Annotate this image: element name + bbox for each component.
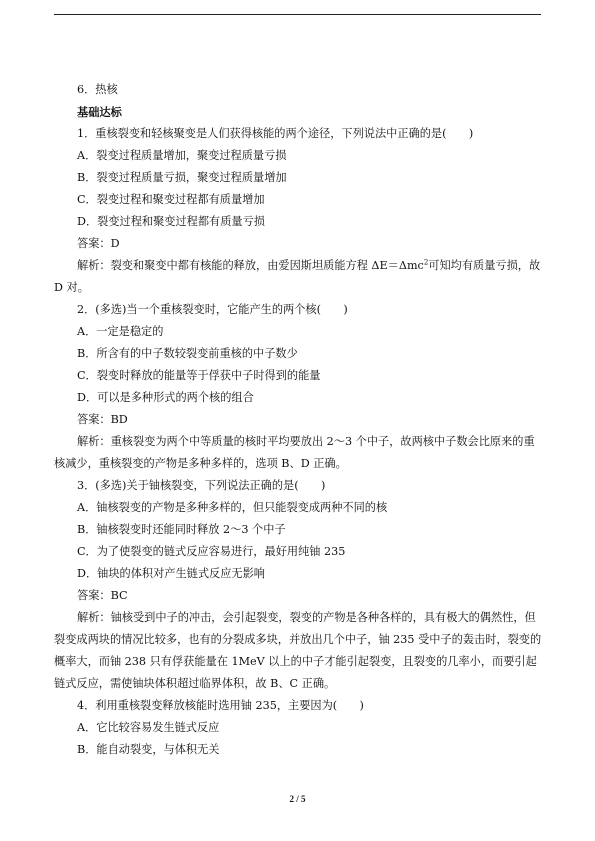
question-1-analysis-suffix: 可知均有质量亏损，故 D 对。 bbox=[54, 259, 541, 294]
question-4-option-a: A．它比较容易发生链式反应 bbox=[77, 721, 220, 734]
question-3-option-d: D．铀块的体积对产生链式反应无影响 bbox=[77, 567, 265, 580]
header-rule bbox=[54, 14, 541, 15]
question-1-analysis-sup: 2 bbox=[423, 258, 429, 267]
section-heading: 基础达标 bbox=[77, 105, 122, 119]
question-2-stem: 2．(多选)当一个重核裂变时，它能产生的两个核( ) bbox=[77, 303, 348, 316]
question-4-stem: 4．利用重核裂变释放核能时选用铀 235，主要因为( ) bbox=[77, 699, 364, 712]
question-1-analysis bbox=[54, 255, 542, 299]
question-3-option-c: C．为了使裂变的链式反应容易进行，最好用纯铀 235 bbox=[77, 545, 346, 558]
question-2-answer: 答案：BD bbox=[77, 413, 128, 426]
question-3-answer: 答案：BC bbox=[77, 589, 128, 602]
question-1-stem: 1．重核裂变和轻核聚变是人们获得核能的两个途径，下列说法中正确的是( ) bbox=[77, 127, 474, 140]
question-2-option-d: D．可以是多种形式的两个核的组合 bbox=[77, 391, 254, 404]
question-1-option-c: C．裂变过程和聚变过程都有质量增加 bbox=[77, 193, 265, 206]
question-3-stem: 3．(多选)关于铀核裂变，下列说法正确的是( ) bbox=[77, 479, 326, 492]
question-3-analysis: 解析：铀核受到中子的冲击，会引起裂变，裂变的产物是各种各样的，具有极大的偶然性，但裂变成两块的情况比较多，也有的分裂成多块，并放出几个中子，铀 235 受中子的轰击时，裂变的概率大，而铀 238 只有俘获能量在 1MeV 以上的中子才能引起裂变，且裂变的几率小，而要引起链式反应，需使铀块体积超过临界体积，故 B、C 正确。 bbox=[54, 611, 542, 690]
question-4-option-b: B．能自动裂变，与体积无关 bbox=[77, 743, 220, 756]
question-2-option-b: B．所含有的中子数较裂变前重核的中子数少 bbox=[77, 347, 298, 360]
document-body bbox=[54, 79, 542, 761]
question-1-answer: 答案：D bbox=[77, 237, 120, 250]
question-2-option-c: C．裂变时释放的能量等于俘获中子时得到的能量 bbox=[77, 369, 321, 382]
question-1-analysis-prefix: 解析：裂变和聚变中都有核能的释放，由爱因斯坦质能方程 ΔE＝Δmc bbox=[77, 259, 424, 272]
question-3-option-b: B．铀核裂变时还能同时释放 2～3 个中子 bbox=[77, 523, 286, 536]
section-item: 6．热核 bbox=[77, 83, 118, 96]
question-1-option-b: B．裂变过程质量亏损，聚变过程质量增加 bbox=[77, 171, 287, 184]
question-2-option-a: A．一定是稳定的 bbox=[77, 325, 164, 338]
page-number: 2 / 5 bbox=[289, 794, 306, 804]
question-2-analysis: 解析：重核裂变为两个中等质量的核时平均要放出 2～3 个中子，故两核中子数会比原来的重核减少，重核裂变的产物是多种多样的，选项 B、D 正确。 bbox=[54, 435, 535, 470]
question-1-option-d: D．裂变过程和聚变过程都有质量亏损 bbox=[77, 215, 265, 228]
question-1-option-a: A．裂变过程质量增加，聚变过程质量亏损 bbox=[77, 149, 287, 162]
question-3-option-a: A．铀核裂变的产物是多种多样的，但只能裂变成两种不同的核 bbox=[77, 501, 388, 514]
